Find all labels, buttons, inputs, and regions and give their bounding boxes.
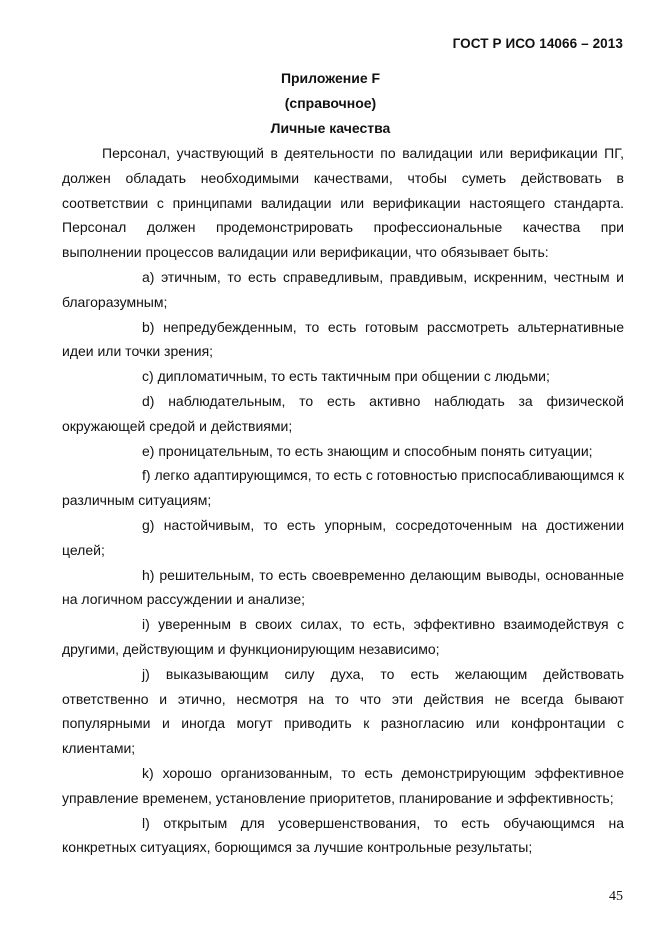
list-item (62, 315, 624, 365)
list-item (62, 463, 624, 513)
list-item (62, 513, 624, 563)
standard-header: ГОСТ Р ИСО 14066 – 2013 (452, 36, 623, 51)
list-item-label: f) (142, 467, 151, 484)
appendix-subtitle: (справочное) (284, 95, 377, 111)
list-item (62, 364, 624, 389)
appendix-title: Приложение F (280, 70, 381, 86)
list-item-label: c) (142, 368, 154, 385)
list-item-label: e) (142, 442, 155, 459)
list-item-label: j) (142, 665, 150, 682)
list-item-text: легко адаптирующимся, то есть с готовностью приспосабливающимся к различным ситуациям; (62, 467, 624, 509)
page-number: 45 (609, 889, 623, 904)
list-item-text: открытым для усовершенствования, то есть обучающимся на конкретных ситуациях, борющимся за лучшие контрольные результаты; (62, 814, 624, 856)
list-item (62, 761, 624, 811)
body-text (62, 141, 624, 860)
list-item-text: уверенным в своих силах, то есть, эффективно взаимодействуя с другими, действующим и функционирующим независимо; (62, 616, 625, 657)
list-item (62, 612, 624, 662)
list-item-label: d) (142, 392, 155, 409)
list-item-text: проницательным, то есть знающим и способным понять ситуации; (158, 442, 593, 459)
list-item (62, 563, 624, 613)
list-item (62, 811, 624, 861)
list-item-text: хорошо организованным, то есть демонстрирующим эффективное управление временем, установление приоритетов, планирование и эффективность; (62, 764, 625, 806)
list-item-text: этичным, то есть справедливым, правдивым, искренним, честным и благоразумным; (62, 268, 624, 310)
section-heading: Личные качества (270, 120, 391, 136)
list-item-label: l) (142, 814, 150, 831)
list-item-text: решительным, то есть своевременно делающим выводы, основанные на логичном рассуждении и анализе; (62, 566, 624, 608)
list-item (62, 265, 624, 315)
list-item (62, 389, 624, 439)
list-item-label: k) (142, 764, 154, 781)
list-item-label: i) (142, 616, 150, 633)
list-item-label: a) (142, 268, 155, 285)
list-item-text: настойчивым, то есть упорным, сосредоточенным на достижении целей; (62, 516, 625, 558)
list-item-text: непредубежденным, то есть готовым рассмотреть альтернативные идеи или точки зрения; (62, 318, 625, 360)
list-item-text: выказывающим силу духа, то есть желающим действовать ответственно и этично, несмотря на то что эти действия не всегда бывают популярными и иногда могут приводить к разногласию или конфронтации с клиентами; (62, 665, 624, 757)
list-item-label: h) (142, 566, 155, 583)
intro-paragraph: Персонал, участвующий в деятельности по валидации или верификации ПГ, должен обладать необходимыми качествами, чтобы суметь действовать в соответствии с принципами валидации или верификации настоящего стандарта. Персонал должен продемонстрировать профессиональные качества при выполнении процессов валидации или верификации, что обязывает быть: (62, 145, 624, 261)
list-item-text: наблюдательным, то есть активно наблюдать за физической окружающей средой и действиями; (62, 392, 625, 434)
list-item-label: b) (142, 318, 155, 335)
list-item (62, 439, 624, 464)
list-item-label: g) (142, 516, 155, 533)
list-item (62, 662, 624, 761)
list-item-text: дипломатичным, то есть тактичным при общении с людьми; (157, 368, 550, 385)
